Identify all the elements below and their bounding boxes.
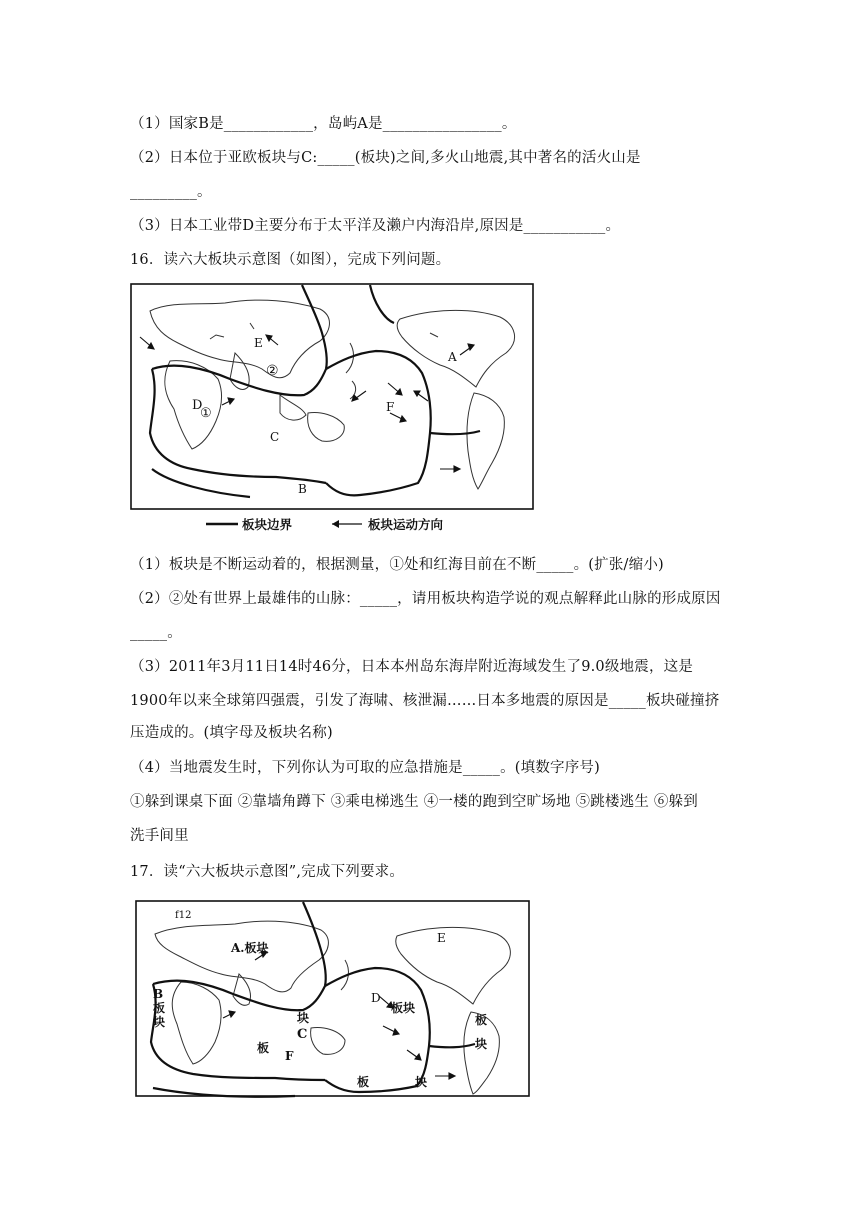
q17-map-label-bottom-kuai: 块 [415,1075,428,1089]
q16-map-label-b: B [298,482,307,496]
q16-heading: 16．读六大板块示意图（如图），完成下列问题。 [130,252,451,268]
q17-map-label-b-ban: 板 [153,1001,166,1015]
q17-map-label-c: C [297,1027,308,1042]
legend-boundary-label: 板块边界 [242,517,293,532]
q17-map-label-f: F [285,1049,294,1063]
legend-motion-label: 板块运动方向 [368,517,444,532]
q17-map-label-a: A.板块 [231,941,269,955]
q15-sub2-line2: _________。 [130,184,212,200]
q16-sub4: （4）当地震发生时，下列你认为可取的应急措施是_____。(填数字序号) [130,760,600,776]
q17-heading: 17．读“六大板块示意图”,完成下列要求。 [130,864,405,880]
q17-map-label-d-plate: 板块 [391,1001,416,1015]
q16-sub1: （1）板块是不断运动着的，根据测量，①处和红海目前在不断_____。(扩张/缩小) [130,557,664,573]
q16-sub2-line2: _____。 [130,625,182,641]
q17-plate-map [135,900,530,1100]
q16-map-label-e: E [254,336,263,350]
q16-map-label-a: A [448,350,457,364]
q17-map-label-b: B [153,987,164,1001]
q16-plate-map [130,283,535,535]
q17-map-label-top: f12 [175,910,192,921]
q17-map-label-c-kuai: 块 [297,1011,310,1025]
q15-sub1: （1）国家B是____________，岛屿A是________________。 [130,116,517,132]
q15-sub3: （3）日本工业带D主要分布于太平洋及濑户内海沿岸,原因是___________。 [130,218,621,234]
q16-sub3-line3: 压造成的。(填字母及板块名称) [130,725,333,741]
q16-map-label-c: C [270,430,280,444]
q17-map-label-bottom-ban: 板 [357,1075,370,1089]
q16-map-label-2: ② [266,363,279,379]
q16-map-label-d: D [192,398,203,413]
q17-map-label-sa-ban: 板 [475,1013,488,1027]
q17-map-label-d: D [371,991,381,1005]
q16-map-label-1: ① [200,406,212,421]
q16-options-line1: ①躲到课桌下面 ②靠墙角蹲下 ③乘电梯逃生 ④一楼的跑到空旷场地 ⑤跳楼逃生 ⑥躲到 [130,794,698,810]
q16-sub3-line1: （3）2011年3月11日14时46分，日本本州岛东海岸附近海域发生了9.0级地震，这是 [130,659,694,675]
q16-sub2-line1: （2）②处有世界上最雄伟的山脉：_____，请用板块构造学说的观点解释此山脉的形成原因 [130,591,721,607]
q16-options-line2: 洗手间里 [130,828,189,844]
q16-sub3-line2: 1900年以来全球第四强震，引发了海啸、核泄漏……日本多地震的原因是_____板块碰撞挤 [130,693,720,709]
q17-map-label-b-kuai: 块 [153,1015,166,1029]
legend-motion-arrowhead [332,520,339,528]
q17-map-label-c-ban: 板 [257,1041,270,1055]
q16-map-label-f: F [386,400,395,414]
q17-map-label-e: E [437,931,446,945]
q17-map-label-sa-kuai: 块 [475,1037,488,1051]
q15-sub2-line1: （2）日本位于亚欧板块与C:_____(板块)之间,多火山地震,其中著名的活火山是 [130,150,641,166]
